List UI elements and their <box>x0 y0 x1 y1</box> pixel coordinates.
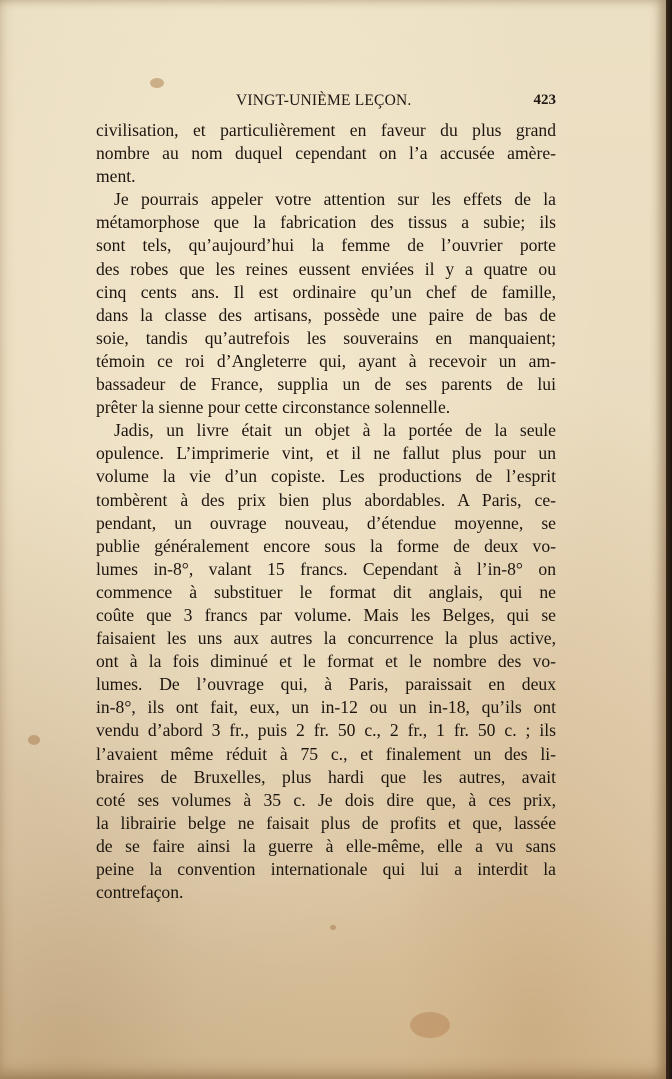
text-line: contrefaçon. <box>96 882 184 903</box>
foxing-stain <box>330 925 336 930</box>
text-line: ont à la fois diminué et le format et le nombre des vo- <box>96 651 556 672</box>
text-line: tombèrent à des prix bien plus abordables. A Paris, ce- <box>96 489 556 510</box>
text-line: cinq cents ans. Il est ordinaire qu’un chef de famille, <box>96 281 556 302</box>
text-line: commence à substituer le format dit anglais, qui ne <box>96 581 556 602</box>
text-line: vendu d’abord 3 fr., puis 2 fr. 50 c., 2 fr., 1 fr. 50 c. ; ils <box>96 720 556 741</box>
text-line: ment. <box>96 166 136 187</box>
text-line: sont tels, qu’aujourd’hui la femme de l’ouvrier porte <box>96 235 556 256</box>
text-line: lumes in-8°, valant 15 francs. Cependant à l’in-8° on <box>96 558 556 579</box>
page-edge-shadow <box>666 0 672 1079</box>
text-line: coté ses volumes à 35 c. Je dois dire que, à ces prix, <box>96 789 556 810</box>
text-line: de se faire ainsi la guerre à elle-même, elle a vu sans <box>96 835 556 856</box>
text-line: l’avaient même réduit à 75 c., et finalement un des li- <box>96 743 556 764</box>
text-line: pendant, un ouvrage nouveau, d’étendue moyenne, se <box>96 512 556 533</box>
text-line: peine la convention internationale qui lui a interdit la <box>96 859 556 879</box>
text-line: in-8°, ils ont fait, eux, un in-12 ou un in-18, qu’ils ont <box>96 697 556 718</box>
body-text <box>96 119 556 904</box>
text-line: soie, tandis qu’autrefois les souverains en manquaient; <box>96 327 556 348</box>
text-line: publie généralement encore sous la forme de deux vo- <box>96 535 556 556</box>
text-line: des robes que les reines eussent enviées il y a quatre ou <box>96 258 556 279</box>
text-line: bassadeur de France, supplia un de ses parents de lui <box>96 374 556 395</box>
foxing-stain <box>28 735 40 745</box>
foxing-stain <box>150 78 164 88</box>
text-line: lumes. De l’ouvrage qui, à Paris, paraissait en deux <box>96 674 556 695</box>
running-title: VINGT-UNIÈME LEÇON. <box>236 92 412 109</box>
text-line: la librairie belge ne faisait plus de profits et que, lassée <box>96 812 556 833</box>
text-line: nombre au nom duquel cependant on l’a accusée amère- <box>96 143 556 164</box>
text-line: Jadis, un livre était un objet à la portée de la seule <box>114 420 556 441</box>
text-line: civilisation, et particulièrement en faveur du plus grand <box>96 120 556 140</box>
text-line: braires de Bruxelles, plus hardi que les autres, avait <box>96 766 556 787</box>
text-line: opulence. L’imprimerie vint, et il ne fallut plus pour un <box>96 443 556 464</box>
foxing-stain <box>410 1012 450 1038</box>
text-line: volume la vie d’un copiste. Les productions de l’esprit <box>96 466 556 487</box>
page-number: 423 <box>533 92 556 108</box>
text-line: dans la classe des artisans, possède une paire de bas de <box>96 304 556 325</box>
text-line: métamorphose que la fabrication des tissus a subie; ils <box>96 212 556 233</box>
text-line: coûte que 3 francs par volume. Mais les Belges, qui se <box>96 604 556 625</box>
text-line: prêter la sienne pour cette circonstance solennelle. <box>96 397 451 418</box>
text-line: faisaient les uns aux autres la concurrence la plus active, <box>96 628 556 649</box>
text-line: Je pourrais appeler votre attention sur les effets de la <box>114 189 556 210</box>
running-header <box>96 92 556 114</box>
text-line: témoin ce roi d’Angleterre qui, ayant à recevoir un am- <box>96 350 556 371</box>
